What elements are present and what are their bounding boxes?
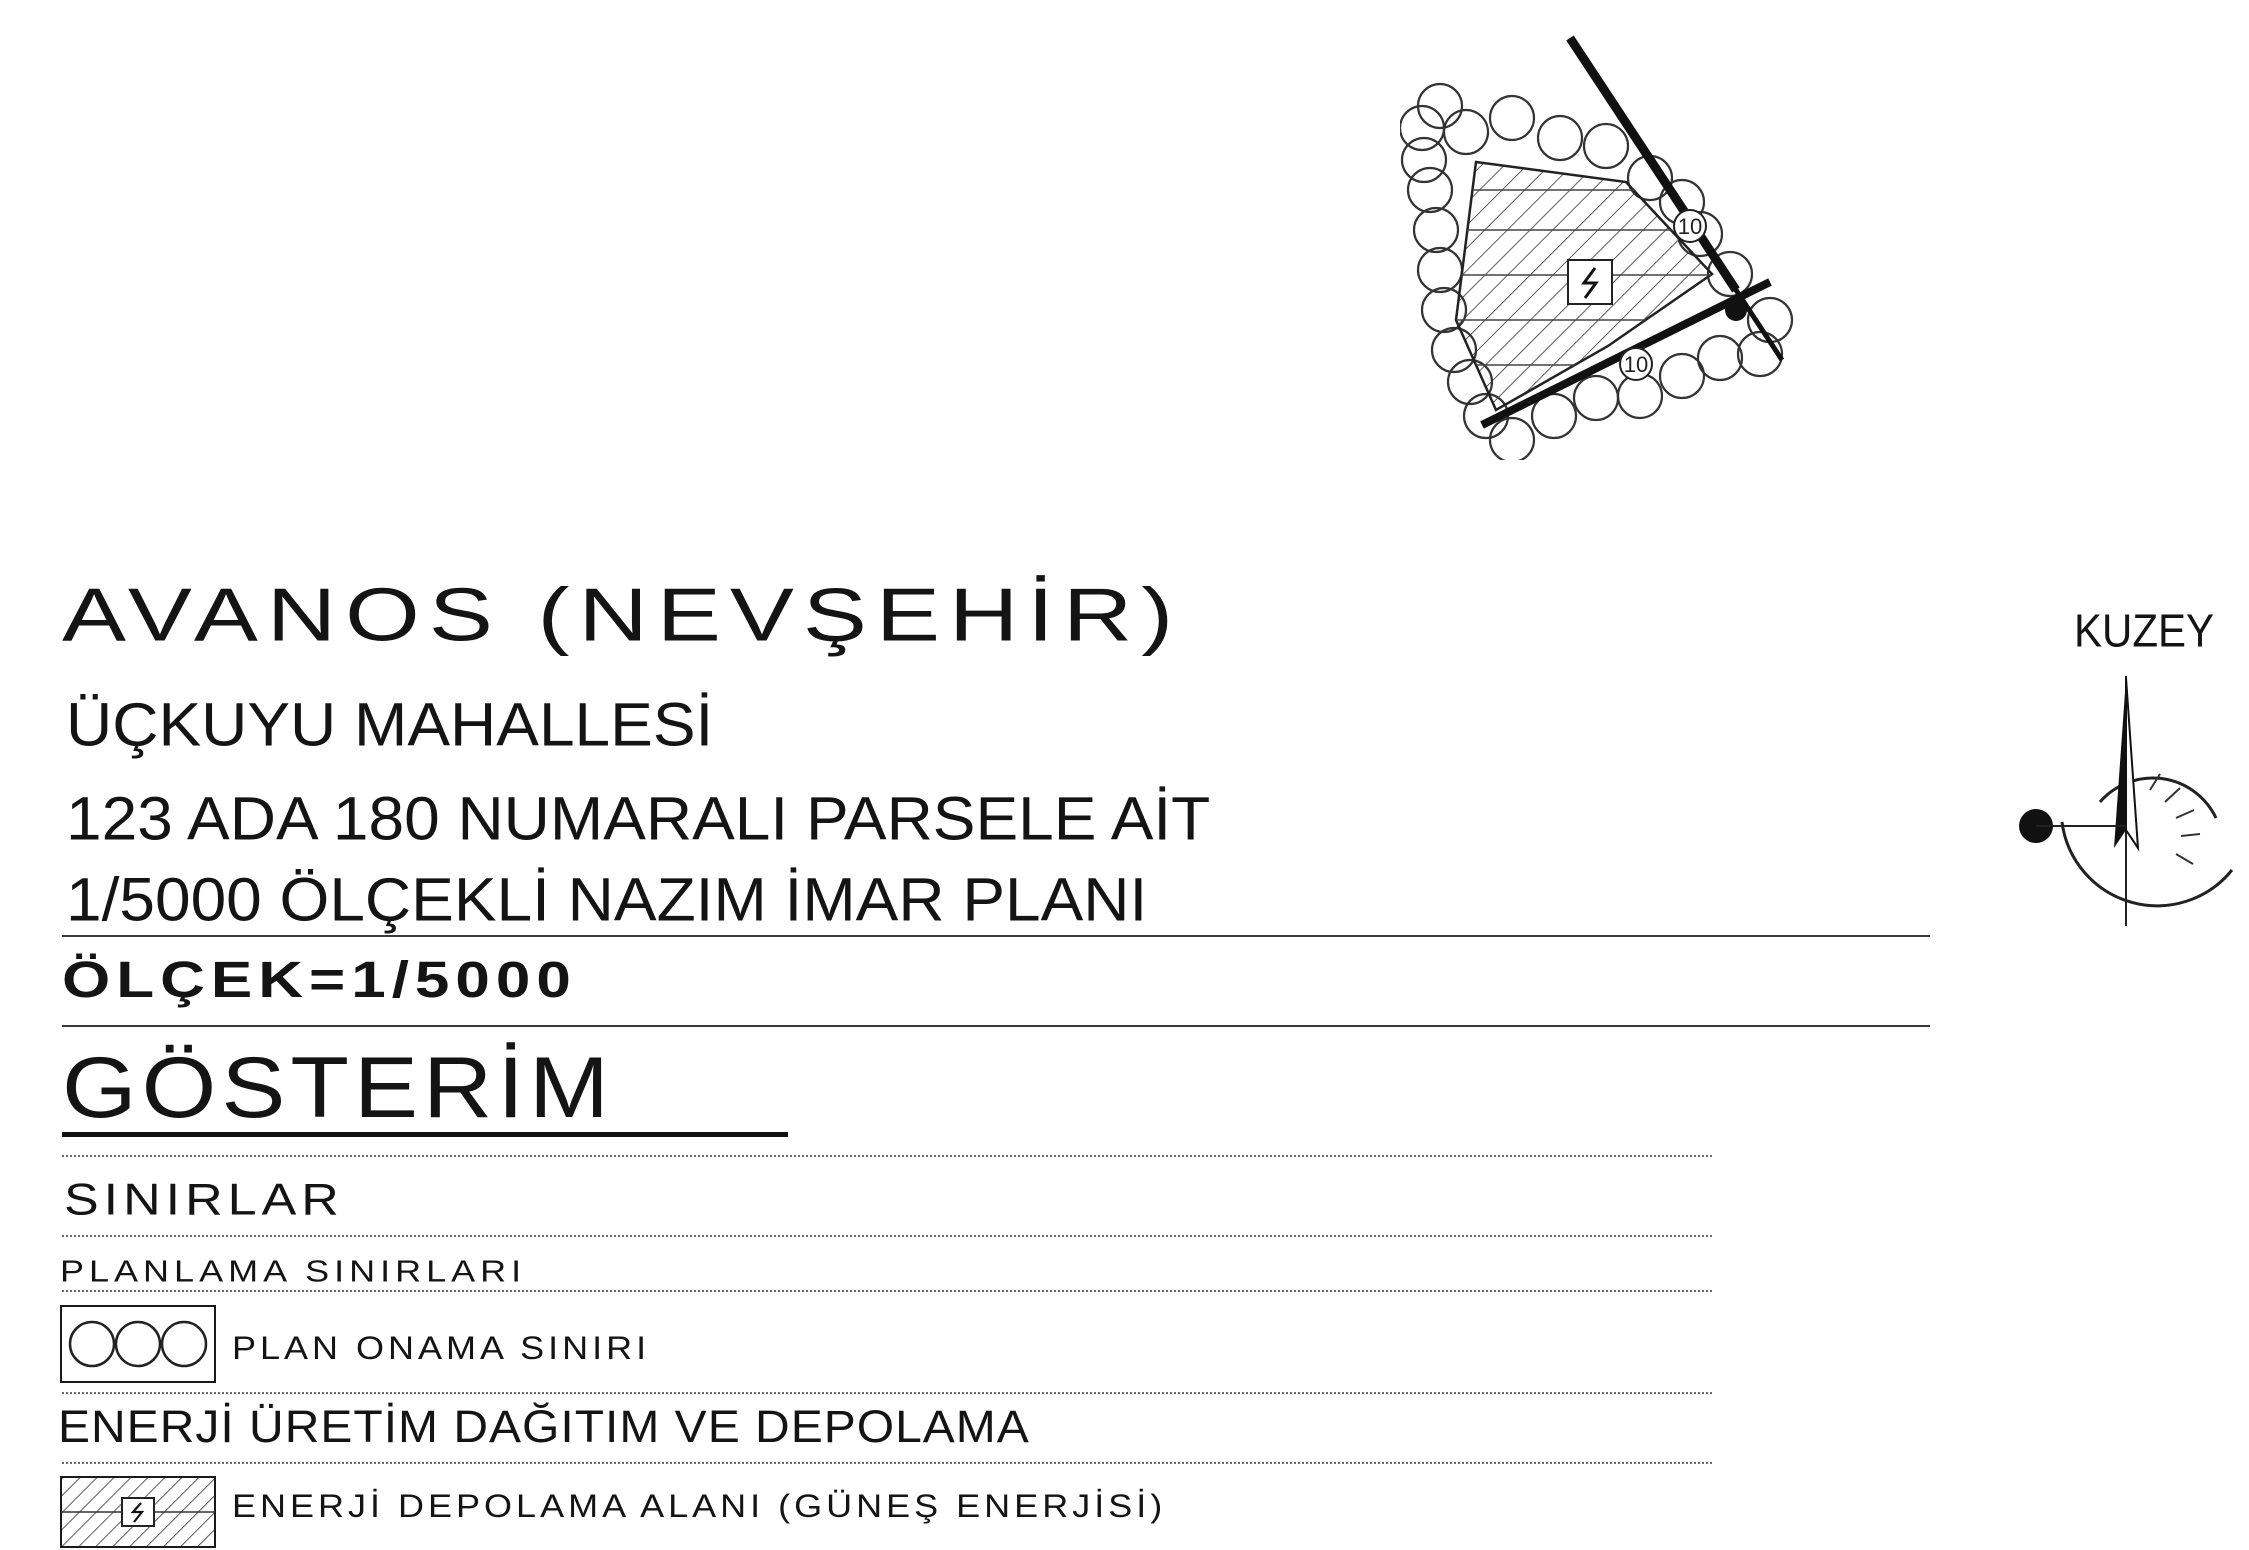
parcel-description: 123 ADA 180 NUMARALI PARSELE AİT bbox=[66, 784, 1211, 853]
boundary-circle bbox=[1574, 376, 1618, 420]
legend-symbol-energy-storage bbox=[60, 1476, 216, 1548]
boundary-circle bbox=[1490, 418, 1534, 460]
plan-type: 1/5000 ÖLÇEKLİ NAZIM İMAR PLANI bbox=[66, 865, 1148, 934]
boundary-circle bbox=[1660, 354, 1704, 398]
svg-text:10: 10 bbox=[1677, 214, 1703, 239]
boundary-circle bbox=[1408, 168, 1452, 212]
divider-line bbox=[62, 1025, 1930, 1027]
boundary-circle bbox=[1618, 374, 1662, 418]
circle-chain-icon bbox=[62, 1307, 214, 1381]
boundary-circle bbox=[1538, 116, 1582, 160]
dotted-divider bbox=[62, 1235, 1712, 1237]
neighborhood-name: ÜÇKUYU MAHALLESİ bbox=[66, 690, 714, 759]
legend-label-plan-boundary: PLAN ONAMA SINIRI bbox=[232, 1329, 651, 1367]
dotted-divider bbox=[62, 1290, 1712, 1292]
dotted-divider bbox=[62, 1155, 1712, 1157]
road-label-1 bbox=[1674, 210, 1706, 242]
boundary-circle bbox=[1414, 208, 1458, 252]
boundary-circle bbox=[1418, 248, 1462, 292]
divider-line bbox=[62, 935, 1930, 937]
hatched-lightning-icon bbox=[62, 1478, 214, 1546]
section-heading-boundaries: SINIRLAR bbox=[64, 1175, 344, 1225]
svg-text:10: 10 bbox=[1623, 352, 1649, 377]
dotted-divider bbox=[62, 1392, 1712, 1394]
legend-title-underline bbox=[62, 1132, 788, 1137]
north-label: KUZEY bbox=[2074, 604, 2215, 657]
legend-symbol-plan-boundary bbox=[60, 1305, 216, 1383]
legend-label-energy-storage: ENERJİ DEPOLAMA ALANI (GÜNEŞ ENERJİSİ) bbox=[232, 1487, 1167, 1525]
plan-map bbox=[1400, 20, 1820, 460]
scale-text: ÖLÇEK=1/5000 bbox=[62, 951, 577, 1009]
dotted-divider bbox=[62, 1462, 1712, 1464]
section-heading-planning-boundaries: PLANLAMA SINIRLARI bbox=[60, 1253, 527, 1289]
boundary-circle bbox=[1490, 96, 1534, 140]
boundary-circle bbox=[1444, 110, 1488, 154]
road-label-2 bbox=[1620, 348, 1652, 380]
boundary-circle bbox=[1584, 124, 1628, 168]
map-title: AVANOS (NEVŞEHİR) bbox=[62, 573, 1183, 657]
north-arrow-icon bbox=[2000, 670, 2249, 930]
legend-title: GÖSTERİM bbox=[62, 1039, 615, 1136]
section-heading-energy: ENERJİ ÜRETİM DAĞITIM VE DEPOLAMA bbox=[58, 1402, 1030, 1453]
